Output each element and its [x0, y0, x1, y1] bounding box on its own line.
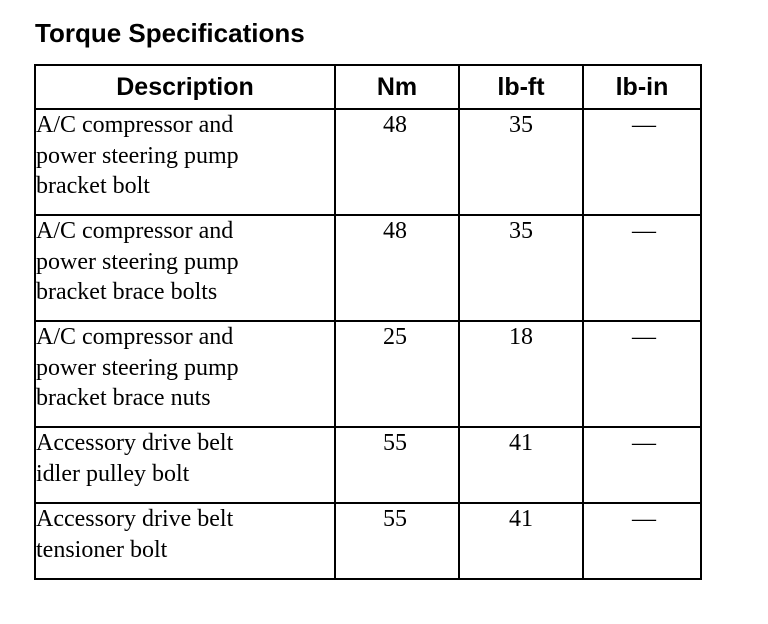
description-line: Accessory drive belt — [36, 430, 234, 456]
table-row — [35, 503, 701, 579]
description-cell — [35, 503, 335, 579]
description-cell — [35, 321, 335, 427]
lb-in-cell: — — [583, 215, 701, 321]
lb-in-cell: — — [583, 321, 701, 427]
description-line: A/C compressor and — [36, 324, 234, 350]
torque-table — [34, 64, 702, 580]
column-header-lb-in: lb-in — [583, 65, 701, 109]
description-cell — [35, 427, 335, 503]
table-row — [35, 215, 701, 321]
table-row — [35, 109, 701, 215]
description-line: power steering pump — [36, 142, 239, 169]
lb-ft-cell: 35 — [459, 109, 583, 215]
description-line: A/C compressor and — [36, 112, 234, 138]
nm-cell: 25 — [335, 321, 459, 427]
description-line: bracket brace nuts — [36, 385, 211, 411]
lb-in-cell: — — [583, 503, 701, 579]
description-line: bracket brace bolts — [36, 279, 218, 305]
table-header-row — [35, 65, 701, 109]
description-line: bracket bolt — [36, 173, 150, 199]
nm-cell: 55 — [335, 503, 459, 579]
description-cell — [35, 215, 335, 321]
lb-in-cell: — — [583, 427, 701, 503]
lb-ft-cell: 41 — [459, 427, 583, 503]
description-line: idler pulley bolt — [36, 460, 190, 487]
description-line: tensioner bolt — [36, 536, 168, 563]
description-line: A/C compressor and — [36, 218, 234, 244]
description-line: power steering pump — [36, 248, 239, 275]
column-header-nm: Nm — [335, 65, 459, 109]
column-header-lb-ft: lb-ft — [459, 65, 583, 109]
lb-in-cell: — — [583, 109, 701, 215]
description-line: power steering pump — [36, 354, 239, 381]
lb-ft-cell: 41 — [459, 503, 583, 579]
page-title: Torque Specifications — [35, 18, 305, 48]
nm-cell: 48 — [335, 109, 459, 215]
lb-ft-cell: 35 — [459, 215, 583, 321]
table-row — [35, 321, 701, 427]
description-line: Accessory drive belt — [36, 506, 234, 532]
nm-cell: 48 — [335, 215, 459, 321]
column-header-description: Description — [35, 65, 335, 109]
description-cell — [35, 109, 335, 215]
nm-cell: 55 — [335, 427, 459, 503]
lb-ft-cell: 18 — [459, 321, 583, 427]
table-row — [35, 427, 701, 503]
